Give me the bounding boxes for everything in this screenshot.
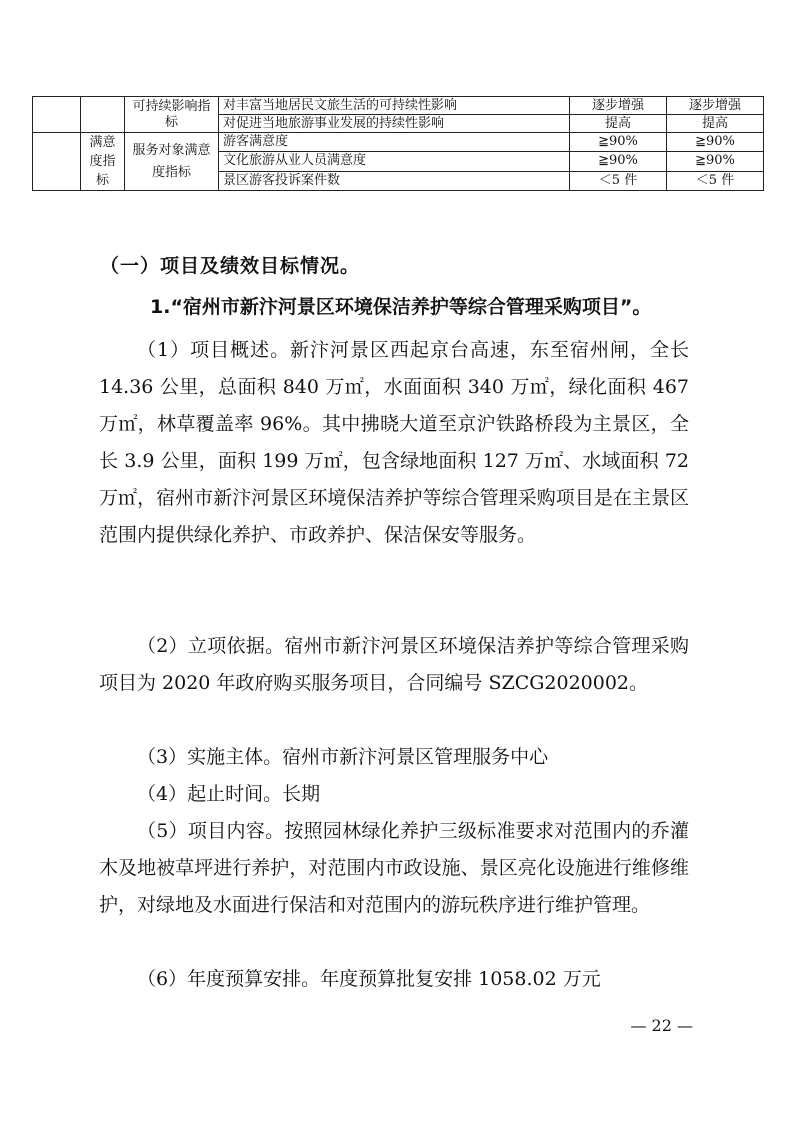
paragraph-period-block <box>99 776 689 813</box>
paragraph-basis: （2）立项依据。宿州市新汴河景区环境保洁养护等综合管理采购项目为 2020 年政府购买服务项目，合同编号 SZCG2020002。 <box>99 635 689 694</box>
table-cell-actual: 逐步增强 <box>667 97 764 115</box>
project-title: 1.“宿州市新汴河景区环境保洁养护等综合管理采购项目”。 <box>150 296 652 318</box>
table-cell-category: 满意度指标 <box>81 133 125 191</box>
paragraph-content-block <box>99 813 689 924</box>
table-cell-actual: ＜5 件 <box>667 171 764 190</box>
paragraph-overview-block <box>99 332 689 554</box>
table-cell-actual: ≧90% <box>667 133 764 152</box>
table-cell-target: ＜5 件 <box>570 171 667 190</box>
table-cell-item: 对促进当地旅游事业发展的持续性影响 <box>219 115 570 133</box>
table-cell-actual: ≧90% <box>667 152 764 171</box>
table-cell-target: 提高 <box>570 115 667 133</box>
table-cell-category <box>81 97 125 133</box>
paragraph-period: （4）起止时间。长期 <box>137 783 321 805</box>
paragraph-entity: （3）实施主体。宿州市新汴河景区管理服务中心 <box>137 746 549 768</box>
table-cell-item: 文化旅游从业人员满意度 <box>219 152 570 171</box>
table-cell-target: ≧90% <box>570 133 667 152</box>
performance-metrics-table <box>32 96 764 191</box>
table-cell-item: 对丰富当地居民文旅生活的可持续性影响 <box>219 97 570 115</box>
paragraph-entity-block <box>99 739 689 776</box>
table-cell-subcategory: 服务对象满意度指标 <box>125 133 219 191</box>
table-cell-target: 逐步增强 <box>570 97 667 115</box>
table-cell-subcategory: 可持续影响指标 <box>125 97 219 133</box>
table-cell-item: 游客满意度 <box>219 133 570 152</box>
table-cell-level1 <box>33 97 81 133</box>
paragraph-basis-block <box>99 628 689 702</box>
paragraph-budget-block <box>99 961 689 998</box>
table-row <box>33 97 764 115</box>
table-cell-target: ≧90% <box>570 152 667 171</box>
paragraph-content: （5）项目内容。按照园林绿化养护三级标准要求对范围内的乔灌木及地被草坪进行养护，对范围内市政设施、景区亮化设施进行维修维护，对绿地及水面进行保洁和对范围内的游玩秩序进行维护管理。 <box>99 820 689 916</box>
paragraph-budget: （6）年度预算安排。年度预算批复安排 1058.02 万元 <box>137 968 601 990</box>
paragraph-overview: （1）项目概述。新汴河景区西起京台高速，东至宿州闸，全长 14.36 公里，总面积 840 万㎡，水面面积 340 万㎡，绿化面积 467 万㎡，林草覆盖率 96%。其中拂晓大道至京沪铁路桥段为主景区，全长 3.9 公里，面积 199 万㎡，包含绿地面积 127 万㎡、水域面积 72 万㎡，宿州市新汴河景区环境保洁养护等综合管理采购项目是在主景区范围内提供绿化养护、市政养护、保洁保安等服务。 <box>99 339 689 546</box>
section-heading: （一）项目及绩效目标情况。 <box>100 255 361 277</box>
table-cell-actual: 提高 <box>667 115 764 133</box>
table-cell-level1 <box>33 133 81 191</box>
table-row <box>33 133 764 152</box>
page-number: — 22 — <box>630 1016 693 1035</box>
table-cell-item: 景区游客投诉案件数 <box>219 171 570 190</box>
